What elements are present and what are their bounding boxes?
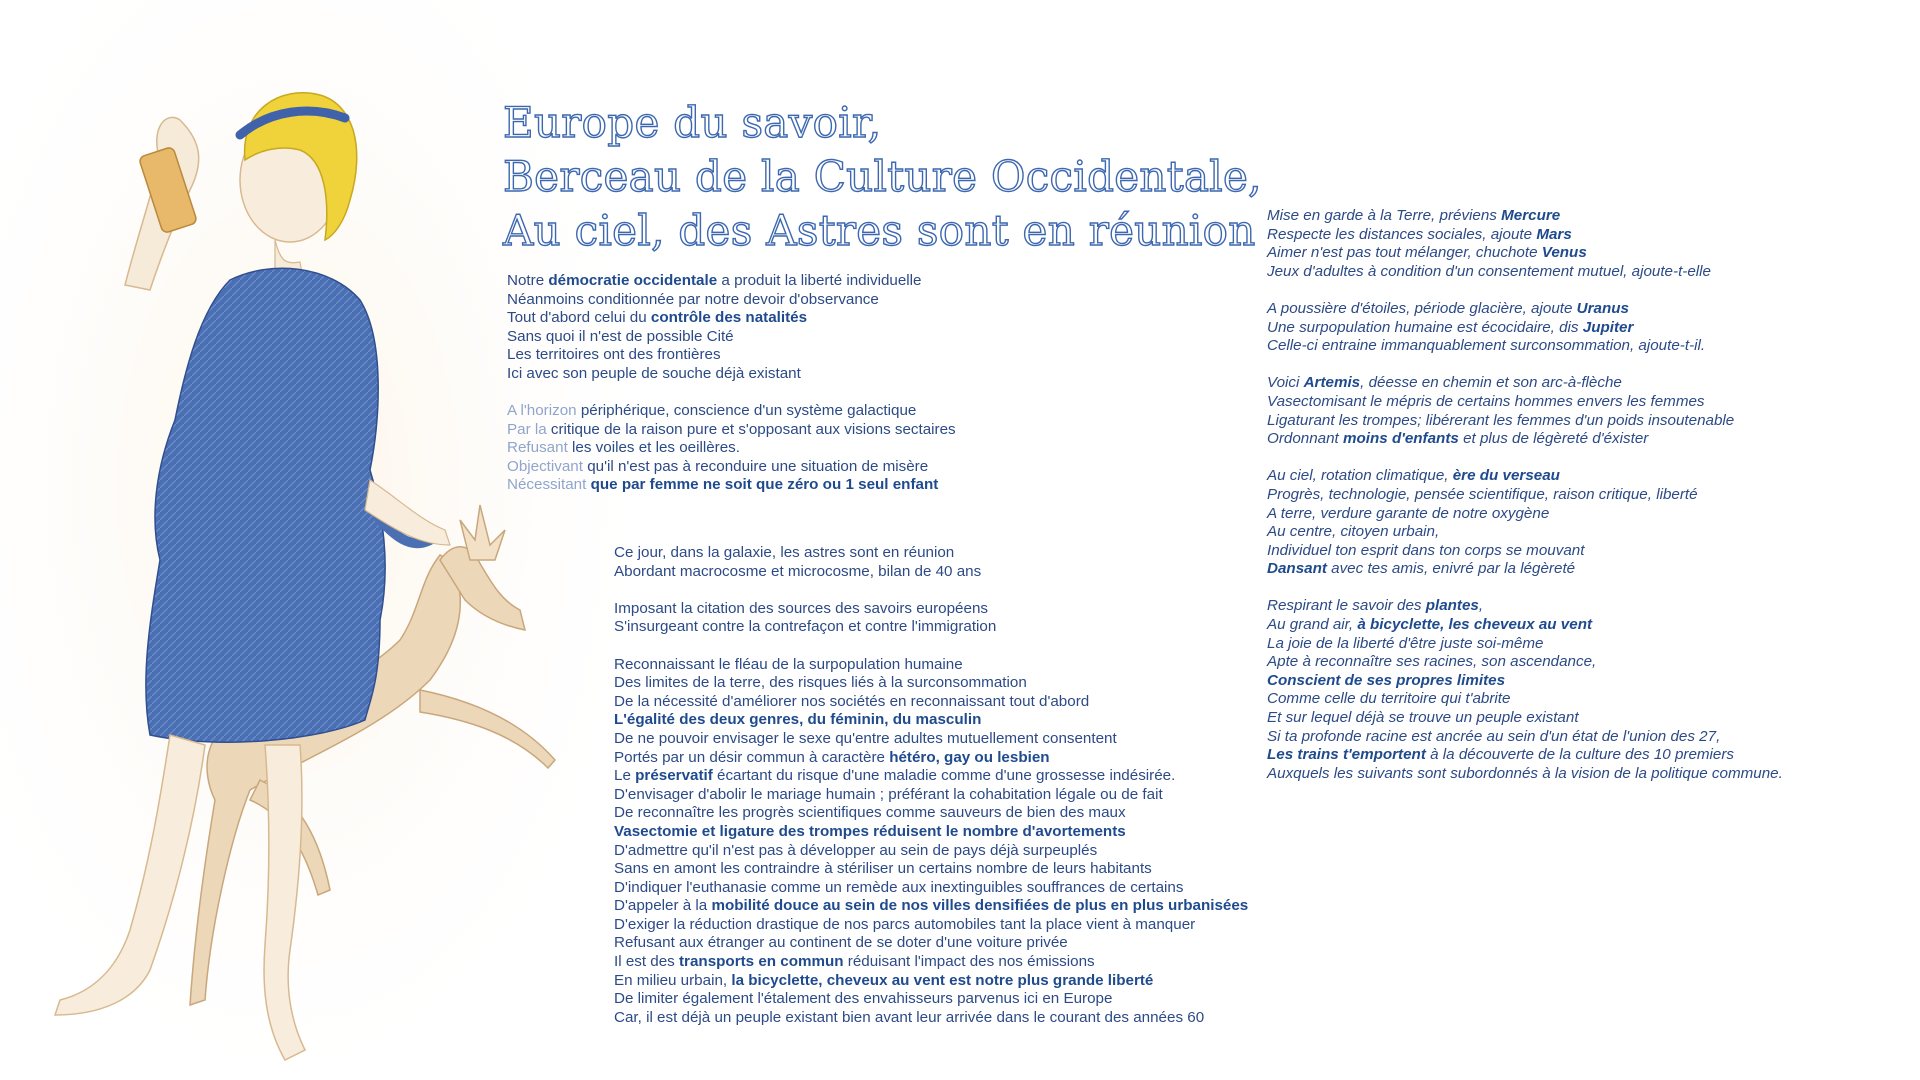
poem-line	[1267, 374, 1783, 393]
poem-line-text: Néanmoins conditionnée par notre devoir d'observance	[507, 290, 879, 308]
poem-line-text: Imposant la citation des sources des savoirs européens	[614, 599, 988, 617]
title-line-3: Au ciel, des Astres sont en réunion	[503, 206, 1256, 255]
poem-line-text: Au centre, citoyen urbain,	[1267, 523, 1440, 541]
poem-line-emphasis: Uranus	[1576, 299, 1629, 317]
poem-line-text: les voiles et les oeillères.	[567, 439, 740, 457]
poem-line	[614, 879, 1248, 898]
poem-line-emphasis: que par femme ne soit que zéro ou 1 seul enfant	[590, 476, 939, 494]
poem-line	[614, 897, 1248, 916]
poem-line-emphasis: Venus	[1541, 244, 1587, 262]
poem-line	[614, 674, 1248, 693]
poem-line	[614, 711, 1248, 730]
poem-line-text: En milieu urbain,	[614, 971, 732, 989]
stanza-gap	[1267, 281, 1783, 300]
title-line-2: Berceau de la Culture Occidentale,	[503, 152, 1262, 201]
poem-line-text: Abordant macrocosme et microcosme, bilan de 40 ans	[614, 562, 982, 580]
poem-line-text: , déesse en chemin et son arc-à-flèche	[1360, 374, 1622, 392]
poem-line-text: Progrès, technologie, pensée scientifique, raison critique, liberté	[1267, 485, 1698, 503]
poem-line	[614, 934, 1248, 953]
poem-line-text: D'indiquer l'euthanasie comme un remède aux inextinguibles souffrances de certains	[614, 878, 1184, 896]
poem-line	[507, 309, 922, 328]
poem-line-text: écartant du risque d'une maladie comme d'une grossesse indésirée.	[712, 767, 1176, 785]
poem-line-text: Voici	[1267, 374, 1304, 392]
poem-line-emphasis: mobilité douce au sein de nos villes densifiées de plus en plus urbanisées	[711, 897, 1249, 915]
poem-line-text: Celle-ci entraine immanquablement surconsommation, ajoute-t-il.	[1267, 337, 1706, 355]
poem-line	[507, 421, 956, 440]
poem-line	[1267, 597, 1783, 616]
poem-line	[614, 544, 1248, 563]
poem-line-text: D'admettre qu'il n'est pas à développer au sein de pays déjà surpeuplés	[614, 841, 1098, 859]
stanza-reunion	[614, 544, 1248, 1027]
poem-line	[614, 693, 1248, 712]
poem-line-text: Mise en garde à la Terre, préviens	[1267, 207, 1502, 224]
poem-line-text: Apte à reconnaître ses racines, son ascendance,	[1267, 653, 1597, 671]
poem-line	[614, 1009, 1248, 1028]
poem-line	[614, 786, 1248, 805]
stanza-democratie	[507, 272, 922, 384]
poem-line	[1267, 412, 1783, 431]
poem-line-text: Objectivant	[507, 457, 583, 475]
poem-line-emphasis: Mercure	[1501, 207, 1561, 224]
poem-line	[507, 328, 922, 347]
poem-line-emphasis: contrôle des natalités	[650, 309, 808, 327]
poem-line-text: Comme celle du territoire qui t'abrite	[1267, 690, 1511, 708]
poem-line	[1267, 560, 1783, 579]
poem-line	[1267, 300, 1783, 319]
poem-line-text: à la découverte de la culture des 10 premiers	[1425, 746, 1735, 764]
poem-line-text: Portés par un désir commun à caractère	[614, 748, 890, 766]
poem-line-text: Par la	[507, 420, 547, 438]
poem-line-emphasis: Conscient de ses propres limites	[1267, 671, 1506, 689]
poem-line	[507, 458, 956, 477]
poem-line-text: Sans en amont les contraindre à stériliser un certains nombre de leurs habitants	[614, 860, 1152, 878]
poem-line	[1267, 709, 1783, 728]
poem-line	[1267, 765, 1783, 784]
poem-line-text: D'appeler à la	[614, 897, 712, 915]
poem-line	[1267, 523, 1783, 542]
poem-line-text: Nécessitant	[507, 476, 587, 494]
poem-line-text: Ici avec son peuple de souche déjà existant	[507, 364, 801, 382]
poem-line	[507, 291, 922, 310]
poem-line-text: D'exiger la réduction drastique de nos parcs automobiles tant la place vient à manquer	[614, 915, 1196, 933]
poem-line-text: Respirant le savoir des	[1267, 597, 1426, 615]
poem-line-text: ,	[1478, 597, 1484, 615]
poem-line-text: qu'il n'est pas à reconduire une situation de misère	[582, 457, 929, 475]
poem-line	[614, 618, 1248, 637]
poem-line	[1267, 672, 1783, 691]
poem-line-emphasis: plantes	[1425, 597, 1479, 615]
poem-line-text: A terre, verdure garante de notre oxygène	[1267, 504, 1550, 522]
poem-line-text: De ne pouvoir envisager le sexe qu'entre adultes mutuellement consentent	[614, 729, 1117, 747]
poem-line	[614, 749, 1248, 768]
stanza-gap	[614, 581, 1248, 600]
stanza-gap	[614, 637, 1248, 656]
poem-line-emphasis: hétéro, gay ou lesbien	[889, 748, 1050, 766]
stanza-astres	[1267, 207, 1783, 783]
poem-line-text: a produit la liberté individuelle	[717, 272, 922, 289]
poem-line-emphasis: Jupiter	[1582, 318, 1634, 336]
poem-line-text: De limiter également l'étalement des envahisseurs parvenus ici en Europe	[614, 990, 1113, 1008]
poem-line-emphasis: L'égalité des deux genres, du féminin, du masculin	[614, 711, 982, 729]
poem-line	[507, 402, 956, 421]
poem-title	[503, 96, 1262, 258]
poem-line-text: Une surpopulation humaine est écocidaire, dis	[1267, 318, 1583, 336]
poem-line	[1267, 746, 1783, 765]
poem-line-emphasis: moins d'enfants	[1343, 430, 1459, 448]
poem-line	[614, 842, 1248, 861]
poem-line	[614, 563, 1248, 582]
poem-line	[507, 365, 922, 384]
poem-line-text: périphérique, conscience d'un système galactique	[576, 402, 917, 419]
poem-line	[1267, 263, 1783, 282]
poem-line-text: Individuel ton esprit dans ton corps se mouvant	[1267, 541, 1585, 559]
poem-line-text: Reconnaissant le fléau de la surpopulation humaine	[614, 655, 963, 673]
poem-line	[1267, 393, 1783, 412]
poem-line-text: S'insurgeant contre la contrefaçon et contre l'immigration	[614, 618, 997, 636]
poem-line-text: De reconnaître les progrès scientifiques comme sauveurs de bien des maux	[614, 804, 1126, 822]
poem-line	[614, 656, 1248, 675]
poem-line-text: réduisant l'impact des nos émissions	[843, 953, 1095, 971]
poem-line	[1267, 505, 1783, 524]
poem-line-text: Des limites de la terre, des risques liés à la surconsommation	[614, 674, 1027, 692]
poem-line-text: Ligaturant les trompes; libérerant les femmes d'un poids insoutenable	[1267, 411, 1735, 429]
poem-line	[614, 804, 1248, 823]
poem-line-text: Ce jour, dans la galaxie, les astres sont en réunion	[614, 544, 955, 561]
poem-line-text: avec tes amis, enivré par la légèreté	[1326, 560, 1576, 578]
poem-line	[1267, 430, 1783, 449]
poem-line-text: Ordonnant	[1267, 430, 1343, 448]
poem-line-text: critique de la raison pure et s'opposant aux visions sectaires	[546, 420, 956, 438]
poem-line	[614, 730, 1248, 749]
poem-line-emphasis: Dansant	[1267, 560, 1327, 578]
poem-line	[507, 272, 922, 291]
poem-line-emphasis: Vasectomie et ligature des trompes réduisent le nombre d'avortements	[614, 822, 1126, 840]
poem-line-text: Il est des	[614, 953, 679, 971]
poem-line	[1267, 653, 1783, 672]
poem-line-text: Tout d'abord celui du	[507, 309, 651, 327]
poem-line-emphasis: démocratie occidentale	[548, 272, 718, 289]
poem-line	[1267, 616, 1783, 635]
poem-line-text: Si ta profonde racine est ancrée au sein d'un état de l'union des 27,	[1267, 727, 1721, 745]
poem-line-text: Les territoires ont des frontières	[507, 346, 721, 364]
poem-line	[1267, 486, 1783, 505]
poem-line	[614, 990, 1248, 1009]
poem-line-text: Sans quoi il n'est de possible Cité	[507, 327, 734, 345]
poem-line	[1267, 244, 1783, 263]
poem-line-text: Jeux d'adultes à condition d'un consentement mutuel, ajoute-t-elle	[1267, 262, 1711, 280]
poem-line	[614, 823, 1248, 842]
poem-line-text: A l'horizon	[507, 402, 577, 419]
poem-line-text: Le	[614, 767, 636, 785]
poem-line-emphasis: Mars	[1536, 225, 1572, 243]
poem-line-text: Refusant	[507, 439, 568, 457]
poem-line-emphasis: Les trains t'emportent	[1267, 746, 1426, 764]
poem-line	[614, 767, 1248, 786]
poem-line	[507, 346, 922, 365]
poem-line-text: A poussière d'étoiles, période glacière, ajoute	[1267, 299, 1577, 317]
poem-line-text: Car, il est déjà un peuple existant bien avant leur arrivée dans le courant des années 60	[614, 1008, 1205, 1026]
poem-line-emphasis: la bicyclette, cheveux au vent est notre plus grande liberté	[731, 971, 1154, 989]
poem-line	[614, 860, 1248, 879]
poem-line-text: Vasectomisant le mépris de certains hommes envers les femmes	[1267, 392, 1705, 410]
poem-line	[1267, 226, 1783, 245]
poem-line-text: De la nécessité d'améliorer nos sociétés en reconnaissant tout d'abord	[614, 692, 1090, 710]
poem-line-emphasis: ère du verseau	[1452, 467, 1560, 485]
poem-line-text: Et sur lequel déjà se trouve un peuple existant	[1267, 709, 1579, 727]
poem-line	[507, 439, 956, 458]
poem-line	[1267, 337, 1783, 356]
poem-line	[1267, 319, 1783, 338]
poem-line-text: Respecte les distances sociales, ajoute	[1267, 225, 1537, 243]
poem-line-text: La joie de la liberté d'être juste soi-même	[1267, 634, 1544, 652]
poem-line	[1267, 207, 1783, 226]
poem-line-text: Aimer n'est pas tout mélanger, chuchote	[1267, 244, 1542, 262]
stanza-gap	[1267, 356, 1783, 375]
poem-line	[1267, 635, 1783, 654]
poem-line	[614, 600, 1248, 619]
poem-line-text: Notre	[507, 272, 549, 289]
stanza-horizon	[507, 402, 956, 495]
poem-line-emphasis: préservatif	[635, 767, 713, 785]
poem-line-emphasis: à bicyclette, les cheveux au vent	[1357, 616, 1593, 634]
stanza-gap	[1267, 449, 1783, 468]
poem-line	[614, 916, 1248, 935]
poem-line	[1267, 542, 1783, 561]
poem-line	[507, 476, 956, 495]
poem-line-emphasis: transports en commun	[679, 953, 844, 971]
title-line-1: Europe du savoir,	[503, 98, 882, 147]
poem-line	[614, 953, 1248, 972]
poem-line-text: Au grand air,	[1267, 616, 1358, 634]
poem-line-emphasis: Artemis	[1303, 374, 1361, 392]
poem-line-text: et plus de légèreté d'éxister	[1458, 430, 1649, 448]
poem-line-text: D'envisager d'abolir le mariage humain ; préférant la cohabitation légale ou de fait	[614, 785, 1163, 803]
poem-line	[1267, 467, 1783, 486]
poem-line-text: Auxquels les suivants sont subordonnés à la vision de la politique commune.	[1267, 764, 1783, 782]
stanza-gap	[1267, 579, 1783, 598]
poem-line-text: Au ciel, rotation climatique,	[1267, 467, 1453, 485]
poem-line-text: Refusant aux étranger au continent de se doter d'une voiture privée	[614, 934, 1068, 952]
poem-line	[1267, 690, 1783, 709]
poem-line	[614, 972, 1248, 991]
poem-line	[1267, 728, 1783, 747]
